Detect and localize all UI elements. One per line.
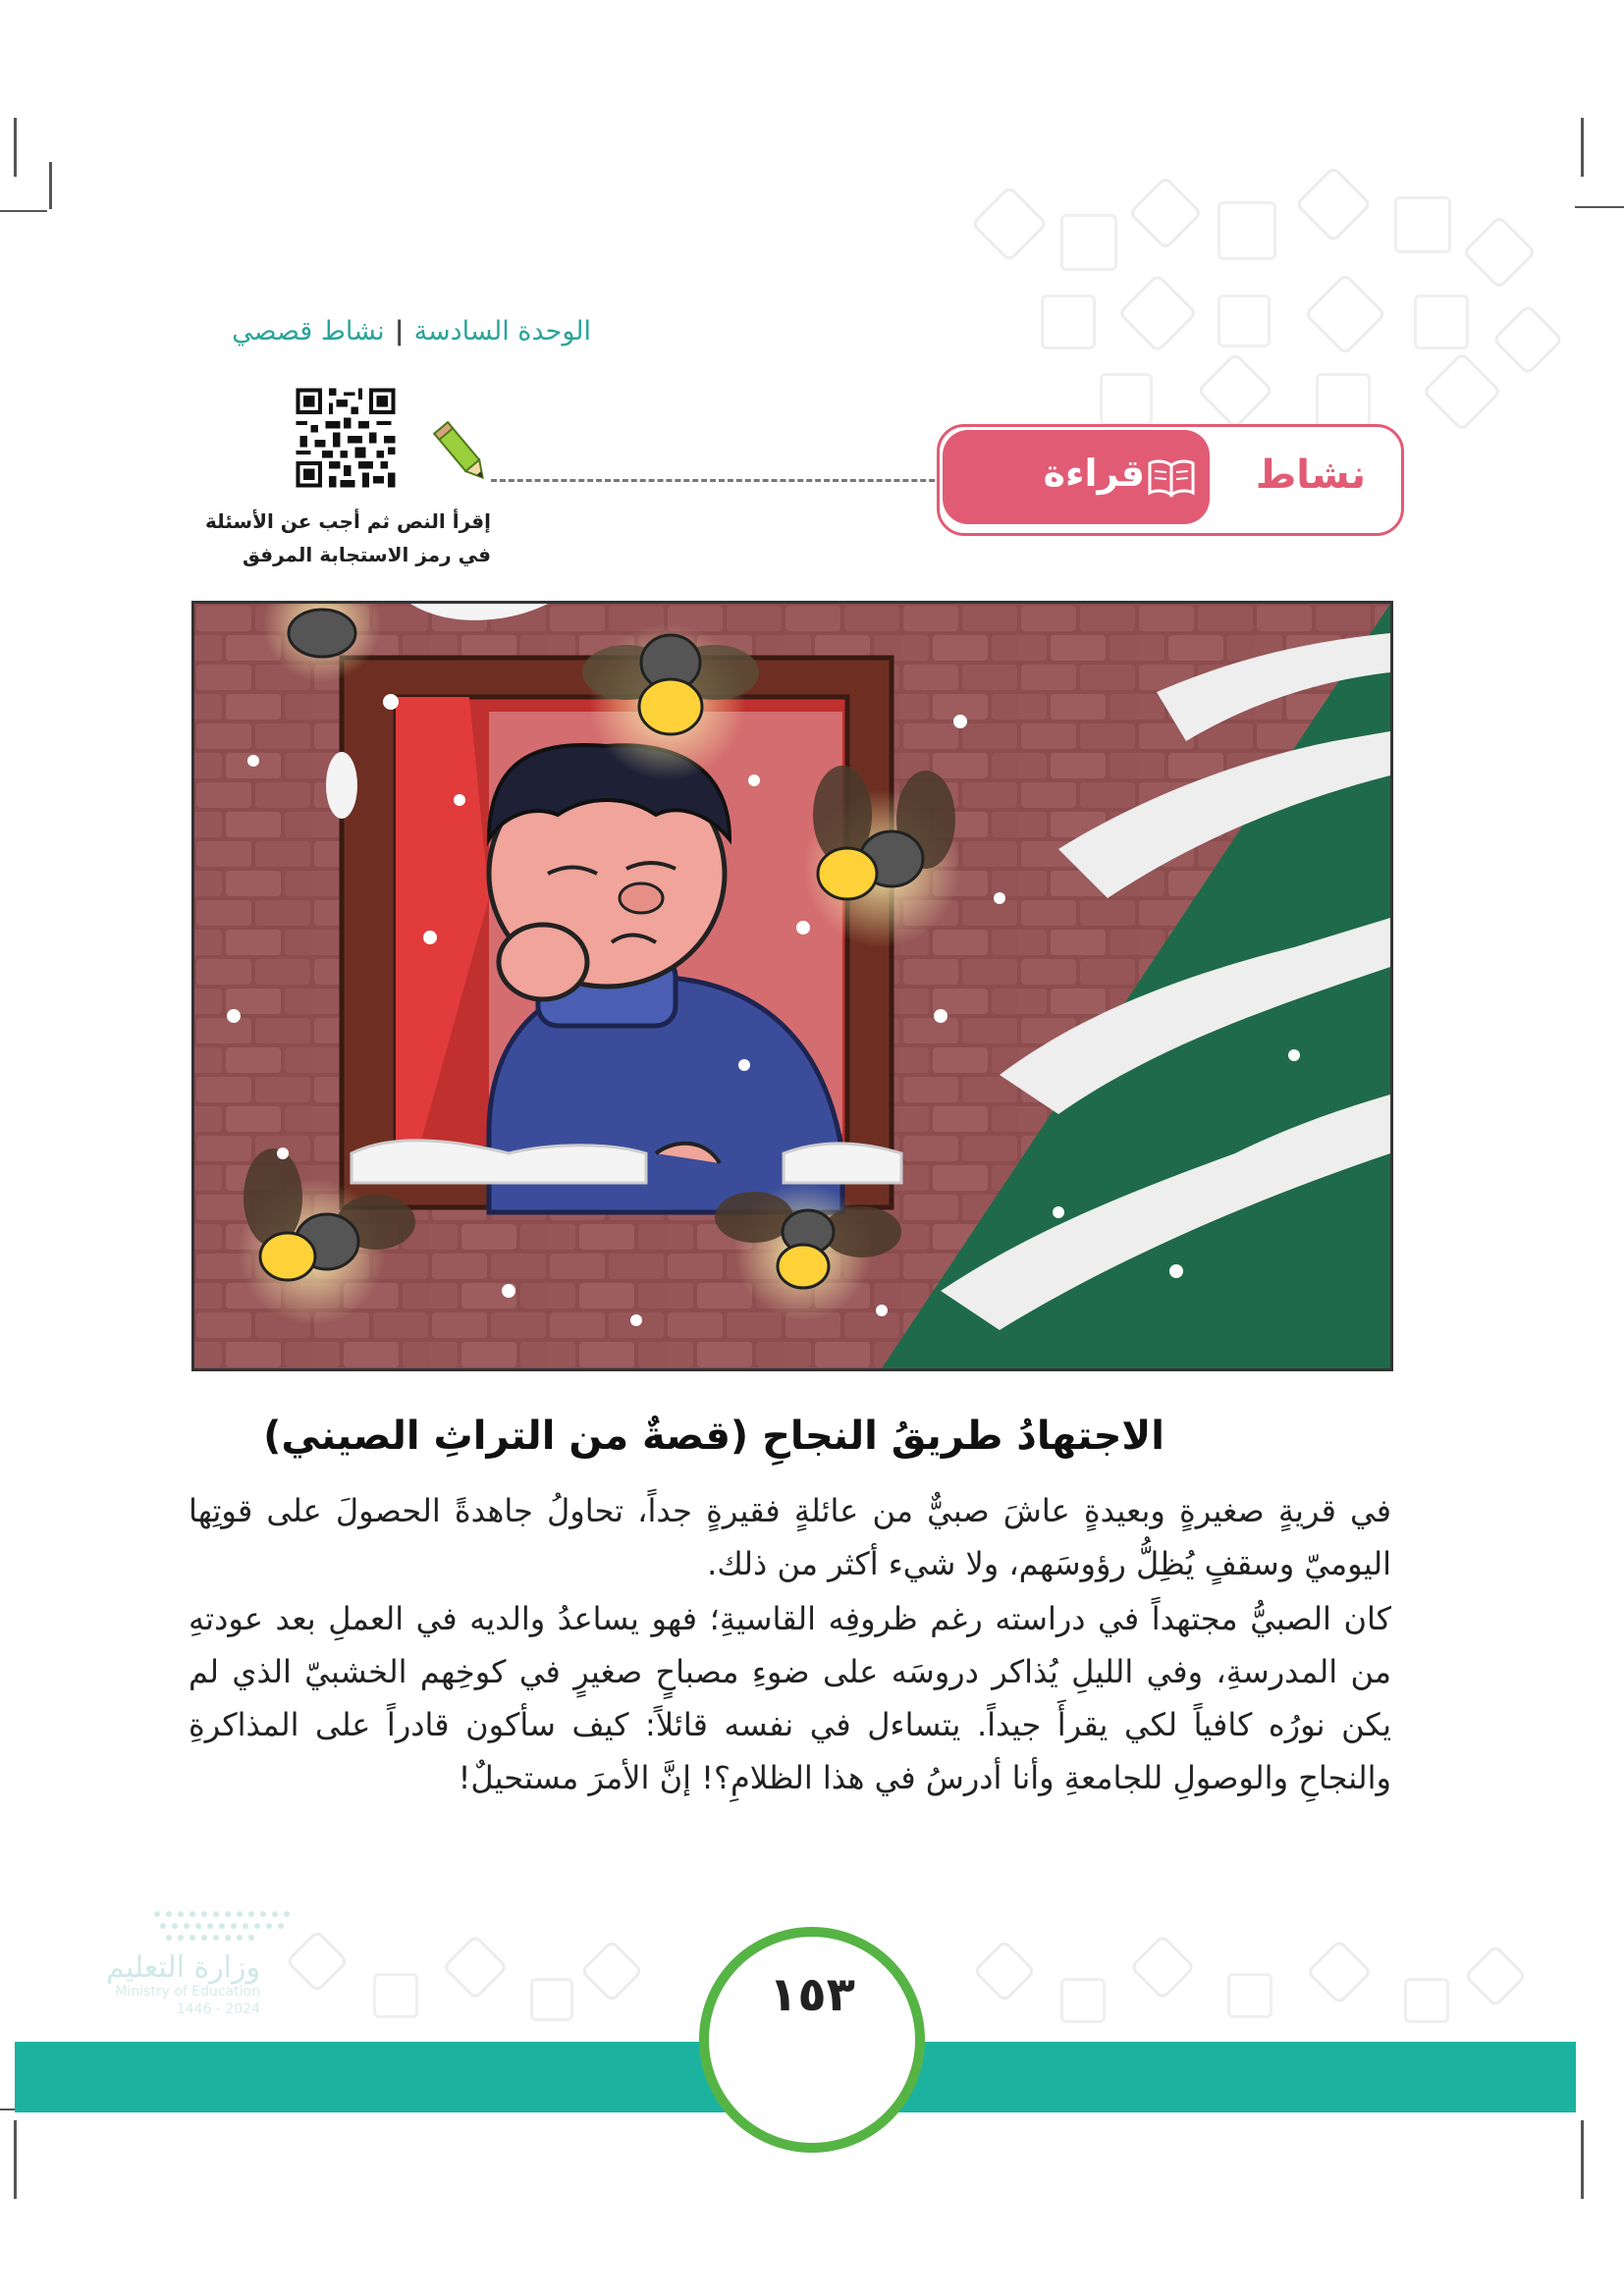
crop-mark <box>0 210 47 212</box>
story-text <box>189 1484 1391 1804</box>
page-header <box>232 316 591 347</box>
open-book-icon <box>1147 457 1196 499</box>
qr-instruction-line2: في رمز الاستجابة المرفق <box>242 543 491 566</box>
story-title: الاجتهادُ طريقُ النجاحِ (قصةٌ من التراثِ الصيني) <box>263 1414 1164 1459</box>
activity-label: نشاط <box>1255 453 1366 498</box>
activity-type-pill <box>943 430 1210 524</box>
page-number-badge <box>699 1927 925 2153</box>
ministry-subtitle: Ministry of Education <box>115 1984 260 2000</box>
firefly <box>803 766 960 947</box>
story-paragraph-2: كان الصبيُّ مجتهداً في دراسته رغم ظروفِه القاسيةِ؛ فهو يساعدُ والديه في العملِ بعد عودتهِ من المدرسةِ، وفي الليلِ يُذاكر دروسَه على ضوءِ مصباحٍ صغيرٍ في كوخِهم الخشبيّ الذي لم يكن نورُه كافياً لكي يقرأَ جيداً. يتساءل في نفسه قائلاً: كيف سأكون قادراً على المذاكرةِ والنجاحِ والوصولِ للجامعةِ وأنا أدرسُ في هذا الظلامِ؟! إنَّ الأمرَ مستحيلٌ! <box>189 1600 1391 1796</box>
page-number: ١٥٣ <box>769 1967 855 2022</box>
section-title: نشاط قصصي <box>232 316 385 347</box>
crop-mark <box>14 2120 17 2199</box>
dashed-divider <box>491 479 952 482</box>
ministry-year: 2024 - 1446 <box>176 2002 260 2017</box>
story-paragraph-1: في قريةٍ صغيرةٍ وبعيدةٍ عاشَ صبيٌّ من عائلةٍ فقيرةٍ جداً، تحاولُ جاهدةً الحصولَ على قوتِها اليوميّ وسقفٍ يُظِلُّ رؤوسَهم، ولا شيء أكثر من ذلك. <box>189 1492 1391 1582</box>
crop-mark <box>14 118 17 177</box>
crop-mark <box>49 162 52 209</box>
story-illustration <box>191 601 1393 1371</box>
ministry-name: وزارة التعليم <box>105 1950 260 1985</box>
crop-mark <box>1581 118 1584 177</box>
unit-title: الوحدة السادسة <box>413 316 591 347</box>
crop-mark <box>1581 2120 1584 2199</box>
pencil-icon <box>430 416 495 491</box>
activity-type-label: قراءة <box>1043 452 1145 495</box>
qr-code-icon[interactable] <box>293 385 399 491</box>
qr-instruction-line1: إقرأ النص ثم أجب عن الأسئلة <box>204 509 491 533</box>
illustration-art <box>194 604 1390 1368</box>
ministry-logo-icon <box>147 1906 295 1955</box>
qr-instruction <box>167 505 491 571</box>
ministry-logo <box>29 1950 260 2018</box>
crop-mark <box>1575 206 1624 208</box>
header-separator: | <box>394 316 405 347</box>
